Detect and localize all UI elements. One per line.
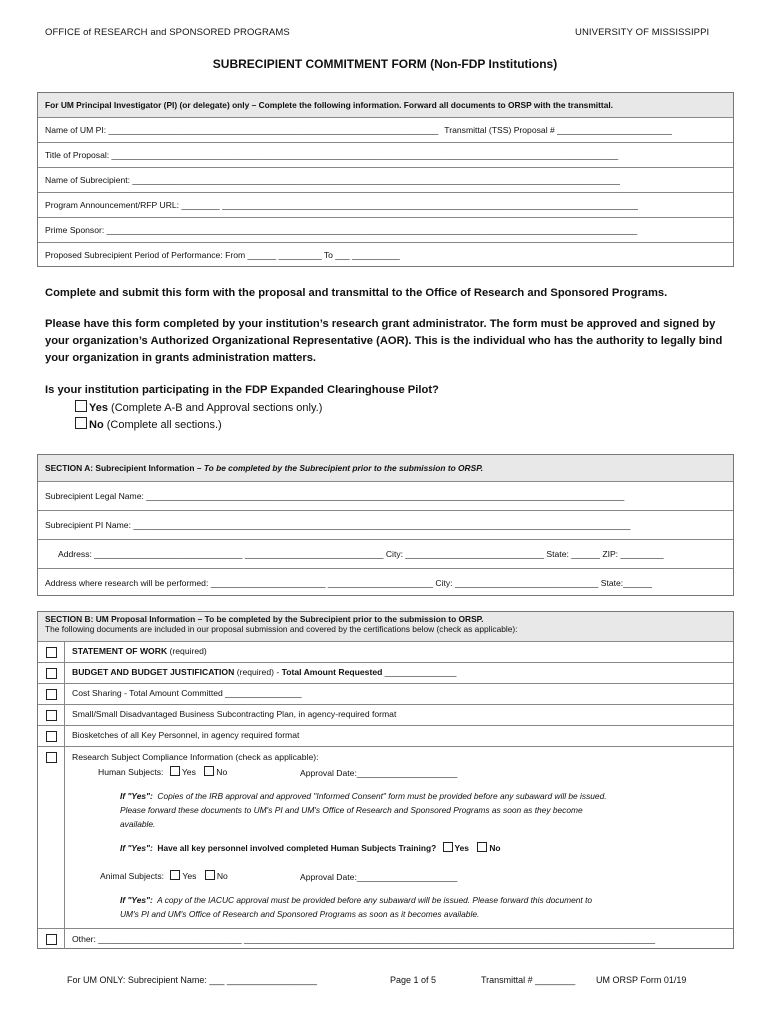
footer-page-number: Page 1 of 5 — [390, 975, 437, 985]
training-yes-checkbox[interactable] — [443, 842, 453, 852]
footer-transmittal: Transmittal # ________ — [481, 975, 576, 985]
cost-sharing-checkbox[interactable] — [46, 689, 57, 700]
irb-note: If "Yes": Copies of the IRB approval and approved "Informed Consent" form must be provided before any subaward will be issued. — [120, 791, 607, 801]
human-no-checkbox[interactable] — [204, 766, 214, 776]
training-question-line: If "Yes": Have all key personnel involved completed Human Subjects Training? Yes No — [120, 843, 501, 853]
fdp-yes-option[interactable]: Yes (Complete A-B and Approval sections only.) — [75, 400, 322, 414]
other-checkbox[interactable] — [46, 934, 57, 945]
fdp-no-option[interactable]: No (Complete all sections.) — [75, 417, 222, 431]
fdp-yes-checkbox[interactable] — [75, 400, 87, 412]
research-subject-checkbox[interactable] — [46, 752, 57, 763]
section-b-box — [37, 611, 734, 949]
period-field[interactable]: Proposed Subrecipient Period of Performance: From ______ _________ To ___ __________ — [38, 242, 733, 267]
cost-sharing-row — [38, 683, 733, 704]
instruction-p1: Complete and submit this form with the proposal and transmittal to the Office of Research and Sponsored Programs. — [45, 287, 668, 299]
small-business-checkbox[interactable] — [46, 710, 57, 721]
iacuc-note: If "Yes": A copy of the IACUC approval must be provided before any subaward will be issued. Please forward this document to — [120, 895, 593, 905]
biosketches-label: Biosketches of all Key Personnel, in agency required format — [72, 730, 300, 740]
section-a-heading: SECTION A: Subrecipient Information – To be completed by the Subrecipient prior to the submission to ORSP. — [38, 455, 733, 481]
section-b-subheading: The following documents are included in our proposal submission and covered by the certifications below (check as applicable): — [45, 624, 518, 634]
human-yes-checkbox[interactable] — [170, 766, 180, 776]
page-title: SUBRECIPIENT COMMITMENT FORM (Non-FDP Institutions) — [212, 57, 558, 71]
budget-label: BUDGET AND BUDGET JUSTIFICATION (required) - Total Amount Requested _______________ — [72, 667, 457, 677]
animal-approval-date-field[interactable]: Approval Date:_____________________ — [300, 872, 458, 882]
biosketches-checkbox[interactable] — [46, 731, 57, 742]
small-business-row — [38, 704, 733, 725]
footer-form-id: UM ORSP Form 01/19 — [596, 975, 687, 985]
research-address-field[interactable]: Address where research will be performed: ________________________ ______________________ City: ______________________________ State:______ — [38, 568, 733, 596]
sow-row — [38, 641, 733, 662]
fdp-question: Is your institution participating in the FDP Expanded Clearinghouse Pilot? — [45, 384, 439, 396]
instruction-p2: Please have this form completed by your institution’s research grant administrator. The form must be approved and signed by your organization’s Authorized Organizational Representative (AOR). This is the individual who has the authority to legally bind your organization in grants administration matters. — [45, 318, 723, 364]
iacuc-note-2: UM's PI and UM's Office of Research and Sponsored Programs as soon as it becomes available. — [120, 909, 480, 919]
subrecipient-legal-name-field[interactable]: Subrecipient Legal Name: ____________________________________________________________________________________________________ — [38, 481, 733, 510]
footer-subrecipient: For UM ONLY: Subrecipient Name: ___ __________________ — [67, 975, 317, 985]
section-b-heading: SECTION B: UM Proposal Information – To be completed by the Subrecipient prior to the submission to ORSP. — [45, 614, 484, 624]
um-pi-name-field[interactable] — [38, 117, 733, 142]
research-subject-label: Research Subject Compliance Information (check as applicable): — [72, 752, 319, 762]
irb-note-3: available. — [120, 819, 156, 829]
animal-yes-checkbox[interactable] — [170, 870, 180, 880]
budget-row — [38, 662, 733, 683]
cost-sharing-label: Cost Sharing - Total Amount Committed ________________ — [72, 688, 302, 698]
section-b-header — [38, 612, 733, 641]
other-row — [38, 928, 733, 949]
training-no-checkbox[interactable] — [477, 842, 487, 852]
biosketches-row — [38, 725, 733, 746]
header-left: OFFICE of RESEARCH and SPONSORED PROGRAMS — [45, 27, 290, 38]
small-business-label: Small/Small Disadvantaged Business Subcontracting Plan, in agency-required format — [72, 709, 397, 719]
research-subject-row — [38, 746, 733, 928]
um-pi-name-label: Name of UM PI: _____________________________________________________________________ — [45, 125, 439, 135]
other-field[interactable]: Other: ______________________________ ______________________________________________________________________________________ — [72, 934, 656, 944]
program-url-field[interactable]: Program Announcement/RFP URL: ________ _______________________________________________________________________________________ — [38, 192, 733, 217]
um-pi-box — [37, 92, 734, 267]
irb-note-2: Please forward these documents to UM's PI and UM's Office of Research and Sponsored Programs as soon as they become — [120, 805, 583, 815]
human-approval-date-field[interactable]: Approval Date:_____________________ — [300, 768, 458, 778]
sow-label: STATEMENT OF WORK (required) — [72, 646, 207, 656]
header-right: UNIVERSITY OF MISSISSIPPI — [575, 27, 710, 38]
proposal-title-field[interactable]: Title of Proposal: __________________________________________________________________________________________________________ — [38, 142, 733, 167]
prime-sponsor-field[interactable]: Prime Sponsor: _______________________________________________________________________________________________________________ — [38, 217, 733, 242]
subrecipient-name-field[interactable]: Name of Subrecipient: ______________________________________________________________________________________________________ — [38, 167, 733, 192]
address-field[interactable]: Address: _______________________________ _____________________________ City: _____________________________ State: ______ ZIP: _________ — [38, 539, 733, 568]
budget-checkbox[interactable] — [46, 668, 57, 679]
subrecipient-pi-name-field[interactable]: Subrecipient PI Name: ________________________________________________________________________________________________________ — [38, 510, 733, 539]
transmittal-label: Transmittal (TSS) Proposal # ________________________ — [444, 125, 672, 135]
animal-no-checkbox[interactable] — [205, 870, 215, 880]
fdp-no-checkbox[interactable] — [75, 417, 87, 429]
sow-checkbox[interactable] — [46, 647, 57, 658]
section-a-box — [37, 454, 734, 596]
um-box-heading: For UM Principal Investigator (PI) (or delegate) only – Complete the following information. Forward all documents to ORSP with the transmittal. — [38, 93, 733, 117]
human-subjects-line: Human Subjects: Yes No — [98, 767, 228, 777]
animal-subjects-line: Animal Subjects: Yes No — [100, 871, 228, 881]
